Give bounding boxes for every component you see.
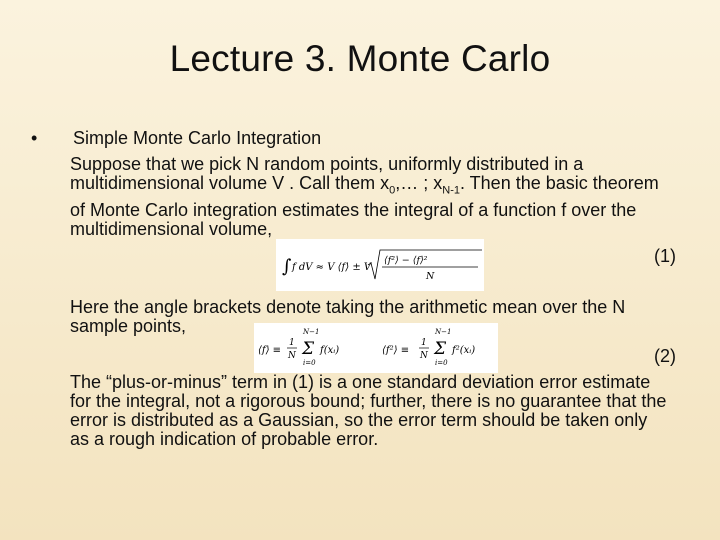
- svg-text:N−1: N−1: [303, 328, 320, 336]
- equation-2-graphic: [254, 323, 498, 373]
- svg-text:f(xᵢ): f(xᵢ): [320, 345, 340, 356]
- svg-text:N: N: [420, 351, 428, 361]
- svg-text:Σ: Σ: [434, 339, 447, 359]
- equation-2-formula-image: [254, 323, 498, 373]
- paragraph-intro: [70, 155, 670, 239]
- svg-text:1: 1: [421, 338, 427, 348]
- svg-text:1: 1: [289, 338, 295, 348]
- equation-1-formula-image: [276, 239, 484, 291]
- equation-2-number: (2): [654, 346, 676, 366]
- subscript-n-minus-1: N-1: [442, 184, 460, 197]
- paragraph-brackets: Here the angle brackets denote taking the arithmetic mean over the N sample points,: [70, 297, 626, 336]
- paragraph-intro-mid: ,… ; x: [395, 173, 443, 193]
- svg-text:⟨f²⟩ ≡: ⟨f²⟩ ≡: [382, 345, 410, 356]
- equation-1-graphic: [276, 239, 484, 291]
- equation-1-number: (1): [654, 246, 676, 266]
- bullet-heading: Simple Monte Carlo Integration: [73, 128, 322, 148]
- svg-text:N: N: [288, 351, 296, 361]
- svg-text:i=0: i=0: [303, 359, 316, 367]
- svg-text:i=0: i=0: [435, 359, 448, 367]
- svg-text:∫: ∫: [282, 256, 292, 277]
- paragraph-error-note: The “plus-or-minus” term in (1) is a one standard deviation error estimate for the integral, not a rigorous bound; further, there is no guarantee that the error is distributed as a Gaussian, so the error term should be taken only as a rough indication of probable error.: [70, 372, 667, 449]
- svg-text:f dV ≈ V ⟨f⟩ ± V: f dV ≈ V ⟨f⟩ ± V: [292, 262, 372, 273]
- paragraph-intro-text: Suppose that we pick N random points, uniformly distributed in a multidimensional volume V . Call them x: [70, 154, 584, 193]
- bullet-marker: •: [31, 128, 38, 148]
- slide-title: Lecture 3. Monte Carlo: [169, 38, 551, 79]
- svg-text:⟨f⟩ ≡: ⟨f⟩ ≡: [258, 345, 282, 356]
- svg-text:⟨f²⟩ − ⟨f⟩²: ⟨f²⟩ − ⟨f⟩²: [384, 255, 428, 266]
- svg-text:N: N: [426, 271, 435, 282]
- svg-text:Σ: Σ: [302, 339, 315, 359]
- svg-text:N−1: N−1: [435, 328, 452, 336]
- subscript-zero: 0: [389, 184, 396, 197]
- paragraph-intro-rest: . Then the basic theorem of Monte Carlo integration estimates the integral of a function f over the multidimensional volume,: [70, 173, 659, 239]
- svg-text:f²(xᵢ): f²(xᵢ): [452, 345, 476, 356]
